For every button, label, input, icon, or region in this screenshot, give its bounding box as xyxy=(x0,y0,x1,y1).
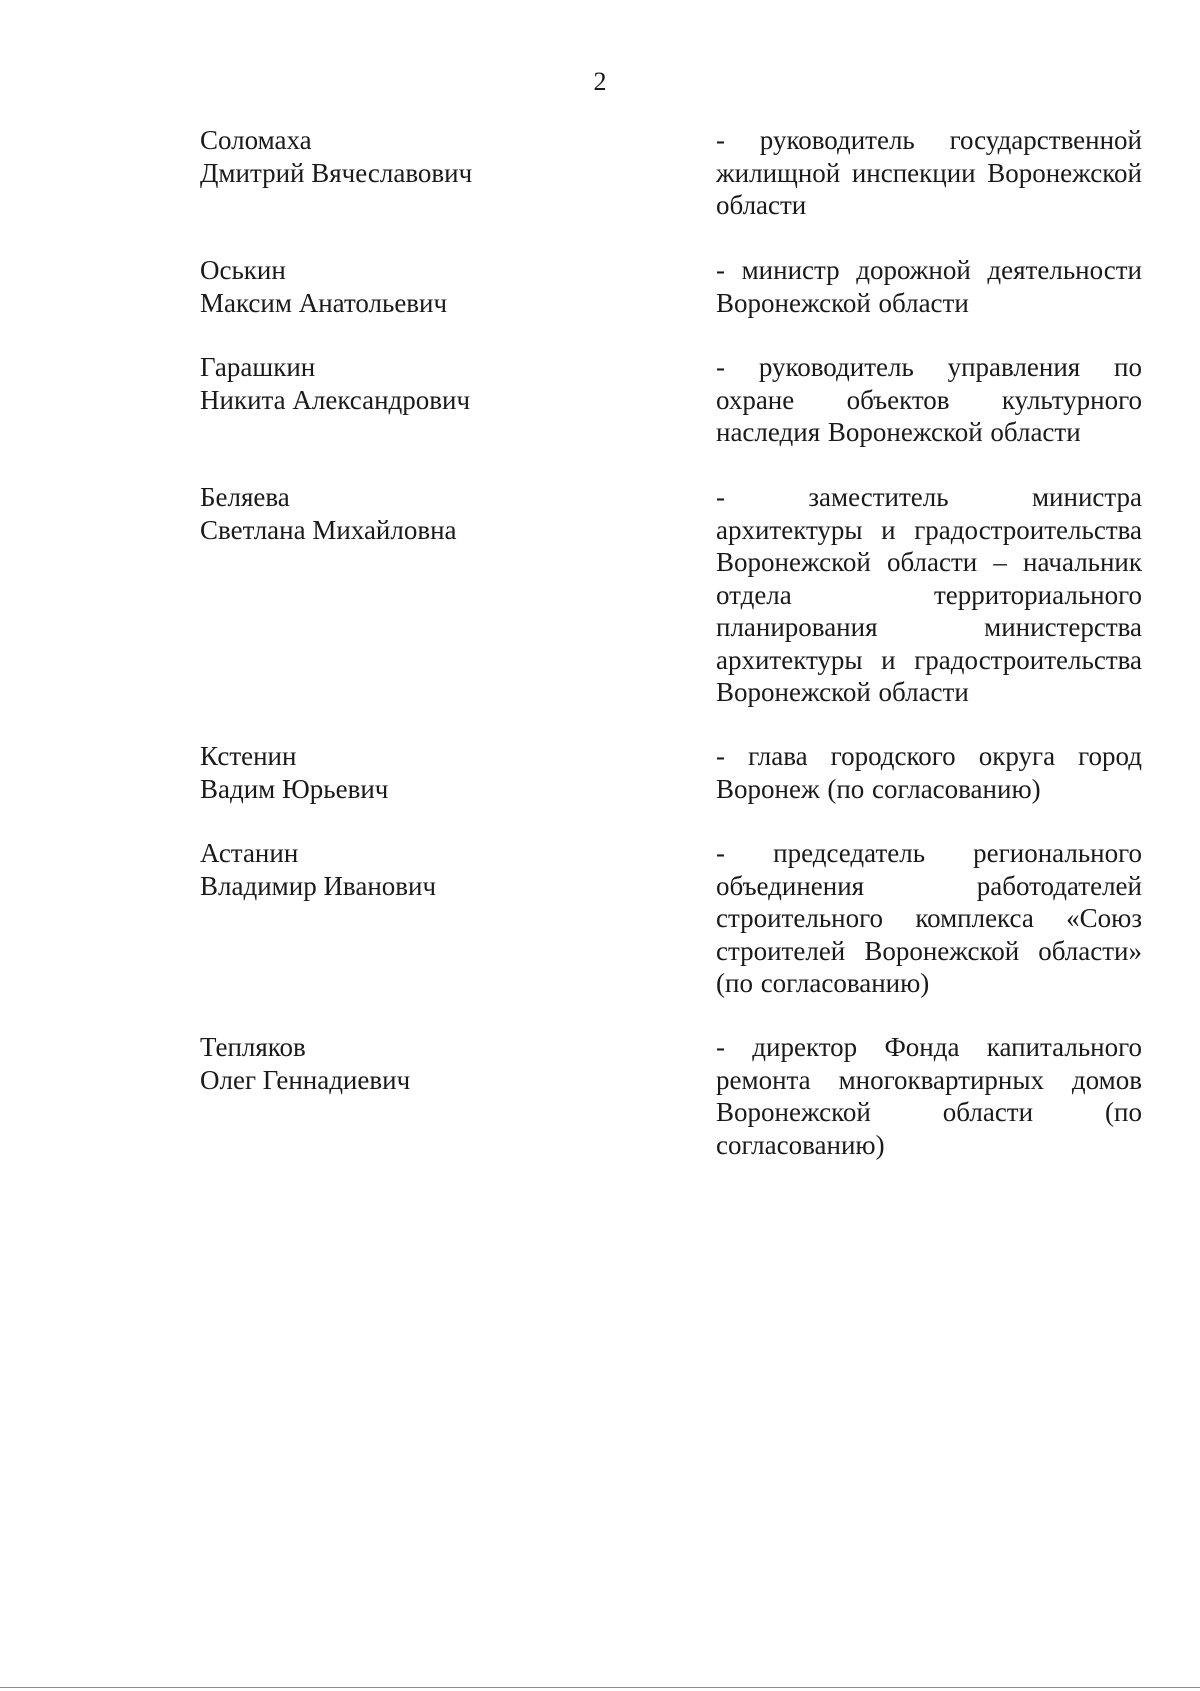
member-surname: Соломаха xyxy=(200,125,312,155)
member-position: - заместитель министра архитектуры и градостроительства Воронежской области – начальник отдела территориального планирования министерства архитектуры и градостроительства Воронежской области xyxy=(716,482,1142,707)
member-surname: Кстенин xyxy=(200,741,297,771)
page-number: 2 xyxy=(593,67,607,96)
member-surname: Оськин xyxy=(200,255,286,285)
member-name xyxy=(200,740,620,806)
member-given-names: Олег Геннадиевич xyxy=(200,1065,411,1095)
member-position: - председатель регионального объединения работодателей строительного комплекса «Союз строителей Воронежской области» (по согласованию) xyxy=(716,838,1142,998)
member-name xyxy=(200,124,620,190)
member-surname: Беляева xyxy=(200,482,290,512)
member-given-names: Никита Александрович xyxy=(200,385,471,415)
member-name xyxy=(200,254,620,320)
member-surname: Тепляков xyxy=(200,1032,306,1062)
member-name xyxy=(200,351,620,417)
member-name xyxy=(200,837,620,903)
member-surname: Астанин xyxy=(200,838,299,868)
member-given-names: Владимир Иванович xyxy=(200,871,437,901)
member-name xyxy=(200,1031,620,1097)
member-given-names: Светлана Михайловна xyxy=(200,515,457,545)
member-position: - глава городского округа город Воронеж (по согласованию) xyxy=(716,741,1142,804)
scan-edge-line xyxy=(0,1687,1200,1688)
member-position: - руководитель управления по охране объектов культурного наследия Воронежской области xyxy=(716,352,1142,447)
member-position: - директор Фонда капитального ремонта многоквартирных домов Воронежской области (по согласованию) xyxy=(716,1032,1142,1160)
member-surname: Гарашкин xyxy=(200,352,316,382)
member-name xyxy=(200,481,620,547)
member-given-names: Максим Анатольевич xyxy=(200,288,448,318)
member-given-names: Дмитрий Вячеславович xyxy=(200,158,473,188)
member-position: - руководитель государственной жилищной инспекции Воронежской области xyxy=(716,125,1142,220)
member-given-names: Вадим Юрьевич xyxy=(200,774,389,804)
member-position: - министр дорожной деятельности Воронежской области xyxy=(716,255,1142,318)
